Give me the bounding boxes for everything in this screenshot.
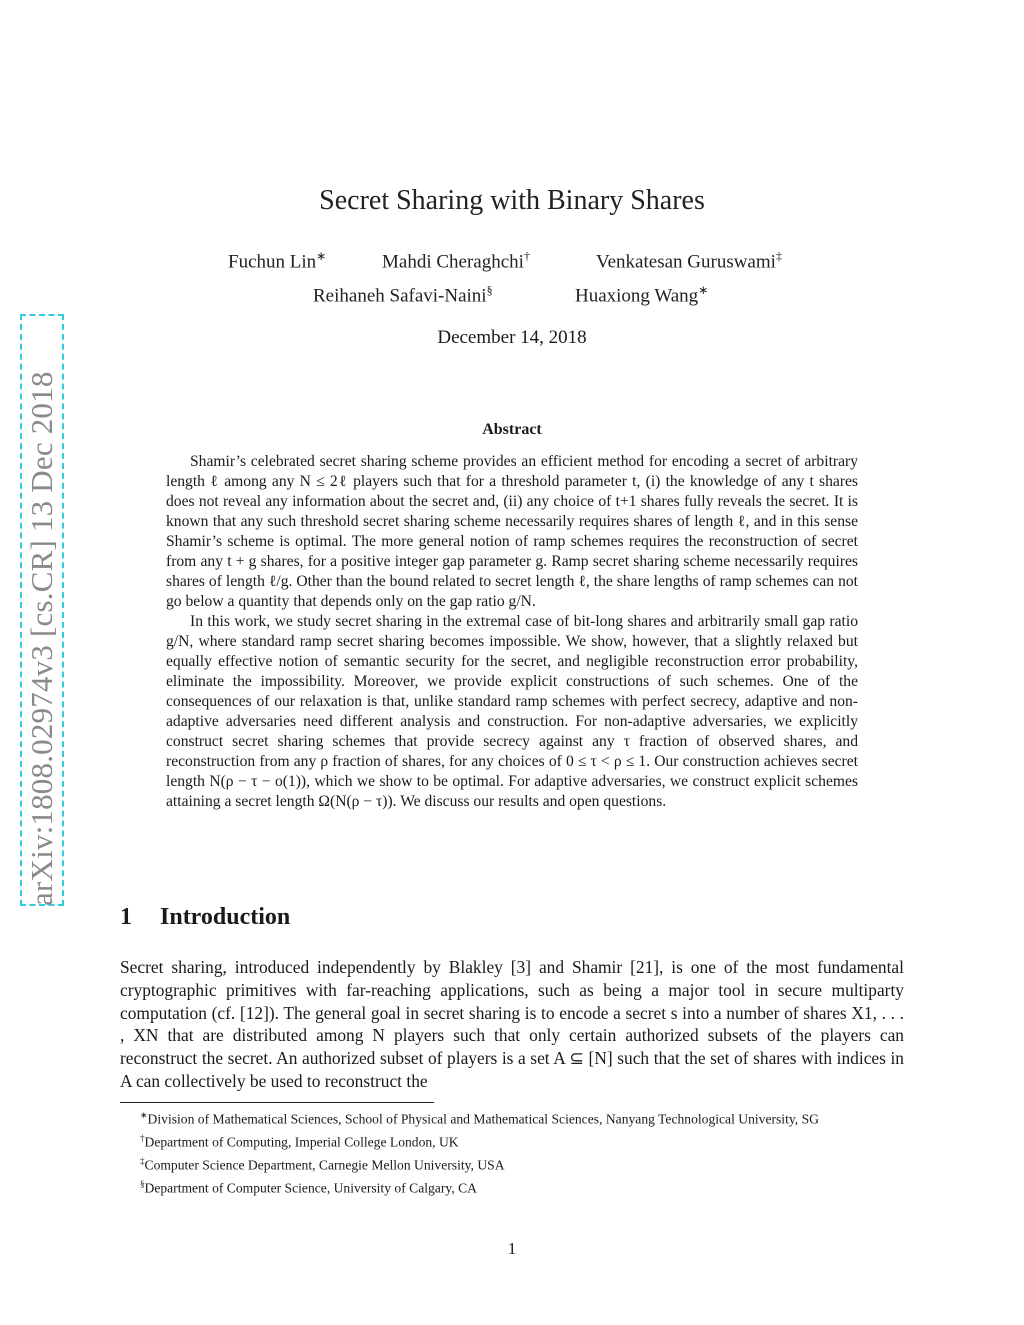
footnote: [120, 1175, 904, 1198]
footnote-text: Department of Computing, Imperial College London, UK: [144, 1134, 459, 1150]
intro-body: [120, 956, 904, 1093]
abstract-paragraph: In this work, we study secret sharing in the extremal case of bit-long shares and arbitrarily small gap ratio g/N, where standard ramp secret sharing becomes impossible. We show, however, that a slightly relaxed but equally effective notion of semantic security for the secret, and negligible reconstruction error probability, eliminate the impossibility. Moreover, we provide explicit constructions of such schemes. One of the consequences of our relaxation is that, unlike standard ramp schemes with perfect secrecy, adaptive and non-adaptive adversaries need different analysis and construction. For non-adaptive adversaries, we explicitly construct secret sharing schemes that provide secrecy against any τ fraction of observed shares, and reconstruction from any ρ fraction of shares, for any choices of 0 ≤ τ < ρ ≤ 1. Our construction achieves secret length N(ρ − τ − o(1)), which we show to be optimal. For adaptive adversaries, we construct explicit schemes attaining a secret length Ω(N(ρ − τ)). We discuss our results and open questions.: [166, 613, 858, 810]
footnote: [120, 1152, 904, 1175]
author-name: Mahdi Cheraghchi: [382, 251, 524, 273]
section-number: 1: [120, 904, 132, 930]
author-mark: ‡: [775, 249, 782, 263]
author-1: [228, 249, 326, 273]
author-name: Venkatesan Guruswami: [596, 251, 776, 273]
page-number: 1: [507, 1239, 517, 1258]
author-name: Reihaneh Safavi-Naini: [313, 285, 487, 307]
footnote-text: Division of Mathematical Sciences, School of Physical and Mathematical Sciences, Nanyang Technological University, SG: [147, 1111, 819, 1127]
footnote-mark: §: [140, 1179, 145, 1190]
footnote-mark: ∗: [140, 1110, 148, 1120]
author-2: [382, 249, 530, 273]
footnote-rule: [120, 1102, 434, 1103]
section-title: Introduction: [160, 904, 291, 930]
abstract-heading: Abstract: [482, 421, 542, 438]
author-5: [575, 283, 708, 307]
author-mark: ∗: [698, 283, 709, 297]
abstract-body: [166, 452, 858, 812]
footnote-mark: †: [140, 1133, 145, 1144]
arxiv-id[interactable]: arXiv:1808.02974v3 [cs.CR] 13 Dec 2018: [24, 371, 59, 906]
author-3: [596, 249, 782, 273]
author-mark: ∗: [316, 249, 327, 263]
paper-title: Secret Sharing with Binary Shares: [319, 185, 705, 216]
footnote: [120, 1106, 904, 1129]
author-mark: §: [486, 283, 493, 297]
paper-date: December 14, 2018: [437, 327, 587, 348]
section-heading: [120, 904, 290, 931]
author-mark: †: [523, 249, 530, 263]
author-name: Fuchun Lin: [228, 251, 317, 273]
intro-paragraph: Secret sharing, introduced independently by Blakley [3] and Shamir [21], is one of the most fundamental cryptographic primitives with far-reaching applications, such as being a major tool in secure multiparty computation (cf. [12]). The general goal in secret sharing is to encode a secret s into a number of shares X1, . . . , XN that are distributed among N players such that only certain authorized subsets of the players can reconstruct the secret. An authorized subset of players is a set A ⊆ [N] such that the set of shares with indices in A can collectively be used to reconstruct the: [120, 957, 904, 1091]
footnotes: [120, 1106, 904, 1199]
author-name: Huaxiong Wang: [575, 285, 699, 307]
footnote: [120, 1129, 904, 1152]
footnote-text: Department of Computer Science, University of Calgary, CA: [144, 1180, 477, 1196]
abstract-paragraph: Shamir’s celebrated secret sharing scheme provides an efficient method for encoding a secret of arbitrary length ℓ among any N ≤ 2ℓ players such that for a threshold parameter t, (i) the knowledge of any t shares does not reveal any information about the secret and, (ii) any choice of t+1 shares fully reveals the secret. It is known that any such threshold secret sharing scheme necessarily requires shares of length ℓ, and in this sense Shamir’s scheme is optimal. The more general notion of ramp schemes requires the reconstruction of secret from any t + g shares, for a positive integer gap parameter g. Ramp secret sharing scheme necessarily requires shares of length ℓ/g. Other than the bound related to secret length ℓ, the share lengths of ramp schemes can not go below a quantity that depends only on the gap ratio g/N.: [166, 453, 858, 610]
footnote-mark: ‡: [140, 1156, 145, 1167]
footnote-text: Computer Science Department, Carnegie Mellon University, USA: [144, 1157, 505, 1173]
author-4: [313, 283, 493, 307]
